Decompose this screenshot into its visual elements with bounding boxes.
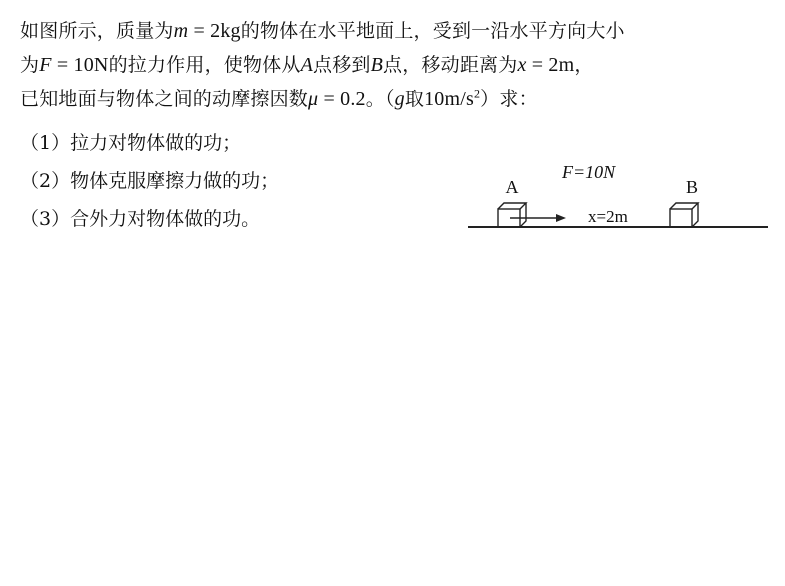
question-1: （1）拉力对物体做的功； <box>20 132 242 154</box>
problem-line-3: 已知地面与物体之间的动摩擦因数μ = 0.2。（g取$10m/s^2$）求： <box>20 86 538 110</box>
question-3: （3）合外力对物体做的功。 <box>20 208 261 230</box>
block-b-icon <box>670 203 698 227</box>
block-a-icon <box>498 203 526 227</box>
point-b-label: B <box>685 177 699 197</box>
problem-statement <box>20 14 770 116</box>
physics-diagram <box>466 156 771 236</box>
point-a-label: A <box>505 177 519 197</box>
problem-line-2: 为F = 10N的拉力作用，使物体从A点移到B点，移动距离为x = 2m， <box>20 54 594 76</box>
problem-line-1: 如图所示，质量为m = 2kg的物体在水平地面上，受到一沿水平方向大小 <box>20 20 625 42</box>
distance-label: x=2m <box>588 207 628 226</box>
force-arrow-icon <box>510 214 566 222</box>
force-label: F=10N <box>562 162 616 182</box>
question-2: （2）物体克服摩擦力做的功； <box>20 170 280 192</box>
